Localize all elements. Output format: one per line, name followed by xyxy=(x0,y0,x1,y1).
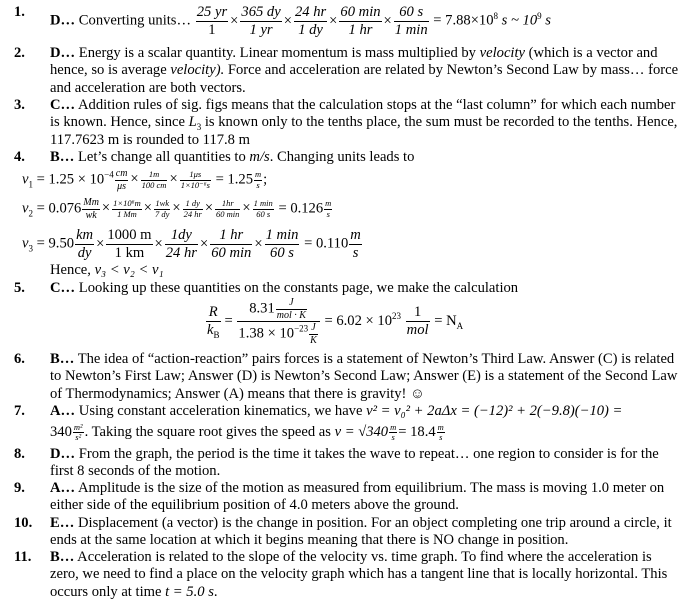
fraction xyxy=(394,4,429,39)
numerator: 1 min xyxy=(253,197,273,208)
numerator: m² xyxy=(73,421,83,432)
item-number: 9. xyxy=(14,480,25,496)
numerator: 60 s xyxy=(399,4,424,20)
answer-text: Energy is a scalar quantity. Linear momentum is mass multiplied by xyxy=(75,45,480,61)
answer-choice: E… xyxy=(50,515,75,531)
value: 340 xyxy=(50,424,72,441)
value: = 1.25 × 10 xyxy=(32,171,105,188)
answer-choice: C… xyxy=(50,97,76,113)
denominator: 1 dy xyxy=(298,21,323,38)
unit-fraction xyxy=(82,197,100,221)
denominator: 7 dy xyxy=(154,208,170,219)
subscript: 1 xyxy=(28,179,33,190)
subscript: 3 xyxy=(28,243,33,254)
denominator: 24 hr xyxy=(183,208,202,219)
denominator: 60 s xyxy=(270,244,294,261)
denominator: 60 min xyxy=(216,208,240,219)
denominator: 1 min xyxy=(394,21,428,38)
unit-fraction xyxy=(406,304,430,339)
exponent: 23 xyxy=(392,310,402,321)
result: = 0.110 xyxy=(304,235,349,252)
denominator: 60 min xyxy=(211,244,252,261)
variable: L xyxy=(188,114,197,131)
numerator: J xyxy=(311,322,316,333)
answer-item-7 xyxy=(14,403,679,444)
answer-item-8 xyxy=(14,446,679,481)
numerator: 1000 m xyxy=(107,227,152,243)
fraction xyxy=(196,4,228,39)
answer-text: Force and acceleration are related by Newton’s Second Law by mass… force and acceleration are both vectors. xyxy=(50,62,679,96)
numerator: m xyxy=(390,421,397,432)
result: = 7.88×10 xyxy=(433,12,494,29)
answer-text: Acceleration is related to the slope of the velocity vs. time graph. To find where the acceleration is zero, we need to find a place on the velocity graph which has a tangent line that is locally horizontal. This occurs only at time xyxy=(50,549,668,600)
result: = 0.126 xyxy=(278,200,324,217)
subscript: B xyxy=(213,329,220,340)
fraction xyxy=(215,199,240,220)
value: = 0.076 xyxy=(32,200,82,217)
answer-item-5 xyxy=(14,280,679,297)
numerator: 25 yr xyxy=(196,4,228,20)
result-unit: s xyxy=(541,12,551,29)
fraction xyxy=(112,199,142,220)
answer-item-6 xyxy=(14,351,679,403)
numerator: 1μs xyxy=(189,168,202,179)
fraction xyxy=(210,227,252,262)
numerator: 1m xyxy=(148,168,160,179)
numerator: 8.31 xyxy=(249,300,275,317)
result-unit: s ~ 10 xyxy=(498,12,538,29)
item-number: 1. xyxy=(14,4,25,20)
equation-v2: $v_2 = 0.076$ $\frac{Mm}{wk}$ × $\frac{\text{1×10⁶m}}{1 Mm}$ × $\frac{1wk}{7 dy}$ × $\frac{1 dy}{24 hr}$ × $\frac{1hr}{60 \min}$ × $\frac{1 \min}{60 s}$ = 0.126 $\frac{m}{s}$ xyxy=(22,197,332,221)
answer-text: Amplitude is the size of the motion as measured from equilibrium. The mass is moving 1.0 meter on either side of the equilibrium position of 4.0 meters above the ground. xyxy=(50,480,665,514)
fraction-r-over-kb xyxy=(206,304,221,339)
denominator: 1 yr xyxy=(249,21,273,38)
conclusion-line xyxy=(50,262,164,279)
answer-text-em: velocity xyxy=(479,45,526,61)
answer-item-10 xyxy=(14,515,679,550)
unit-fraction xyxy=(309,322,318,346)
numerator: 24 hr xyxy=(294,4,327,20)
punctuation: . xyxy=(84,424,89,441)
answer-text: Hence, xyxy=(50,262,95,278)
unit-fraction xyxy=(254,170,262,191)
answer-text-em: velocity). xyxy=(170,62,225,79)
answer-item-4 xyxy=(14,149,679,166)
fraction xyxy=(240,4,281,39)
numerator: km xyxy=(76,227,94,243)
unit: m/s xyxy=(249,149,270,165)
exponent: −23 xyxy=(294,323,309,334)
numerator: m xyxy=(350,227,361,243)
numerator: 1 min xyxy=(265,227,299,243)
fraction xyxy=(180,170,211,191)
denominator: 1 xyxy=(208,21,216,38)
answer-text: The idea of “action-reaction” pairs forces is a statement of Newton’s Third Law. Answer (C) is related to Newton’s First Law; Answer (D) is Newton’s Second Law; Answer (E) is a statement of the Second Law of Thermodynamics; Answer (A) means that there is gravity! ☺ xyxy=(50,351,678,402)
variable: v xyxy=(22,235,29,252)
denominator: 60 s xyxy=(256,208,271,219)
denominator: s xyxy=(391,432,395,443)
value: = 9.50 xyxy=(32,235,75,252)
subscript: A xyxy=(456,320,464,331)
answer-text: Let’s change all quantities to xyxy=(74,149,250,165)
unit-fraction xyxy=(75,227,94,262)
numerator: 1 dy xyxy=(185,197,200,208)
exponent: −4 xyxy=(104,169,114,180)
denominator: μs xyxy=(117,180,127,192)
fraction xyxy=(339,4,381,39)
denominator: s² xyxy=(75,432,82,443)
fraction xyxy=(183,199,203,220)
item-number: 6. xyxy=(14,351,25,367)
numerator: 1×10⁶m xyxy=(113,197,141,208)
denominator: 100 cm xyxy=(141,179,167,190)
variable: v xyxy=(22,200,29,217)
answer-item-3 xyxy=(14,97,679,149)
denominator: s xyxy=(439,432,443,443)
numerator: m xyxy=(437,421,444,432)
fraction xyxy=(106,227,152,262)
fraction xyxy=(265,227,300,262)
denominator: s xyxy=(352,244,359,261)
variable: v xyxy=(22,171,29,188)
answer-text: From the graph, the period is the time it takes the wave to repeat… one region to consider is for the first 8 seconds of the motion. xyxy=(50,446,659,480)
item-number: 5. xyxy=(14,280,25,296)
item-number: 7. xyxy=(14,403,25,419)
denominator: mol xyxy=(406,322,429,338)
answer-text: Looking up these quantities on the constants page, we make the calculation xyxy=(75,280,519,296)
subscript: 3 xyxy=(196,122,202,133)
item-number: 3. xyxy=(14,97,25,113)
answer-choice: B… xyxy=(50,351,75,367)
fraction xyxy=(154,199,170,220)
numerator: 1 hr xyxy=(219,227,244,243)
unit-fraction xyxy=(73,423,84,444)
numerator: m xyxy=(325,197,332,208)
equation-v3: $v_3 = 9.50$ $\frac{km}{dy}$ × $\frac{1000 m}{1 km}$ × $\frac{1dy}{24 hr}$ × $\frac{1 hr}{60 \min}$ × $\frac{1 \min}{60 s}$ = 0.110 $\frac{m}{s}$ xyxy=(22,227,361,261)
answer-choice: A… xyxy=(50,480,76,496)
time-value: t = 5.0 s xyxy=(165,583,214,600)
numerator: 365 dy xyxy=(241,4,281,20)
answer-text: is known only to the tenths place, the sum must be recorded to the tenths. Hence, 117.7623 m is rounded to 117.8 m xyxy=(50,114,678,148)
denominator: 1 km xyxy=(114,244,145,261)
exponent: 9 xyxy=(537,10,542,21)
inequality: v₃ < v₂ < v₁ xyxy=(94,262,164,278)
answer-text: Addition rules of sig. figs means that the calculation stops at the “last column” for which each number is known. Hence, since xyxy=(50,97,676,131)
equation-avogadro: $\frac{R}{k_B}$ = 8.31 $\frac{J}{\text{mol · K}}$ $1.38 \times 10^{-23}$ $\frac{J}{K}$ = $6.02 \times 10^{23}$ $\frac{1}{\text{mol}}$ = $N_A$ xyxy=(207,297,464,346)
answer-choice: A… xyxy=(50,403,76,419)
numerator: m xyxy=(255,168,262,179)
denominator: K xyxy=(310,334,317,346)
answer-text: Taking the square root gives the speed as xyxy=(88,424,335,441)
answer-item-9 xyxy=(14,480,679,515)
answer-text: Converting units… xyxy=(75,12,192,29)
item-number: 2. xyxy=(14,45,25,61)
unit-fraction xyxy=(389,423,397,444)
answer-text: Displacement (a vector) is the change in position. For an object completing one trip around a circle, it ends at the same location at which it begins meaning that there is NO change in position. xyxy=(50,515,672,549)
numerator: 60 min xyxy=(340,4,381,20)
denominator: s xyxy=(256,179,260,190)
fraction xyxy=(294,4,327,39)
item-number: 10. xyxy=(14,515,33,531)
result: = 18.4 xyxy=(398,424,436,441)
item-number: 8. xyxy=(14,446,25,462)
denominator: 24 hr xyxy=(165,244,197,261)
fraction xyxy=(253,199,274,220)
numerator: 1wk xyxy=(155,197,170,208)
subscript: 2 xyxy=(28,208,33,219)
denominator: 1.38 × 10 xyxy=(238,325,295,342)
answer-choice: D… xyxy=(50,45,76,61)
numerator: Mm xyxy=(83,197,99,208)
denominator: 1 Mm xyxy=(117,208,137,219)
avogadro-symbol: = N xyxy=(434,312,457,329)
denominator: 1×10⁻⁶s xyxy=(180,179,210,190)
numerator: 1hr xyxy=(221,197,234,208)
fraction-constants xyxy=(237,297,319,346)
unit-fraction xyxy=(115,168,129,192)
equation-v1: $v_1 = 1.25 \times 10^{-4}$ $\frac{cm}{\mu s}$ × $\frac{1m}{100 cm}$ × $\frac{1\mu s}{\text{1×10⁻⁶s}}$ = 1.25 $\frac{m}{s}$ ; xyxy=(22,168,268,192)
fraction xyxy=(141,170,168,191)
numerator: J xyxy=(289,297,294,308)
denominator: 1 hr xyxy=(348,21,373,38)
answer-choice: D… xyxy=(50,446,76,462)
result: = 6.02 × 10 xyxy=(324,312,393,329)
unit-fraction xyxy=(324,199,332,220)
answer-item-1: 1. D… Converting units… $\frac{25 yr}{1}$ × $\frac{365 dy}{1 yr}$ × $\frac{24 hr}{1 dy}$ × $\frac{60 \min}{1 hr}$ × $\frac{60 s}{1 \min}$ = $7.88\times 10^8$ s ~ $10^9$ s xyxy=(14,4,551,38)
unit-fraction xyxy=(437,423,445,444)
item-number: 4. xyxy=(14,149,25,165)
answer-item-11 xyxy=(14,549,679,601)
denominator: k xyxy=(207,322,214,338)
answer-choice: B… xyxy=(50,149,75,165)
exponent: 8 xyxy=(493,10,499,21)
answer-choice: C… xyxy=(50,280,76,296)
kinematics-equation: v² = v₀² + 2aΔx = (−12)² + 2(−9.8)(−10) = xyxy=(366,403,623,419)
speed-equation: v = √340 xyxy=(334,424,389,441)
unit-fraction xyxy=(276,297,307,321)
answer-item-2 xyxy=(14,45,679,97)
answer-text: Using constant acceleration kinematics, we have xyxy=(75,403,367,419)
fraction xyxy=(165,227,198,262)
answer-text: . Changing units leads to xyxy=(269,149,415,165)
numerator: 1 xyxy=(406,304,430,322)
result: = 1.25 xyxy=(215,171,254,188)
answer-choice: D… xyxy=(50,12,76,29)
answer-text: (which is a vector and hence, so is average xyxy=(50,45,658,79)
answer-choice: B… xyxy=(50,549,75,565)
item-number: 11. xyxy=(14,549,32,565)
denominator: mol · K xyxy=(276,309,306,321)
punctuation: . xyxy=(213,583,218,600)
unit-fraction xyxy=(349,227,362,262)
numerator: 1dy xyxy=(170,227,192,243)
denominator: wk xyxy=(85,209,97,221)
numerator: cm xyxy=(115,168,128,179)
numerator: R xyxy=(208,304,218,321)
denominator: s xyxy=(326,208,330,219)
denominator: dy xyxy=(77,244,92,261)
